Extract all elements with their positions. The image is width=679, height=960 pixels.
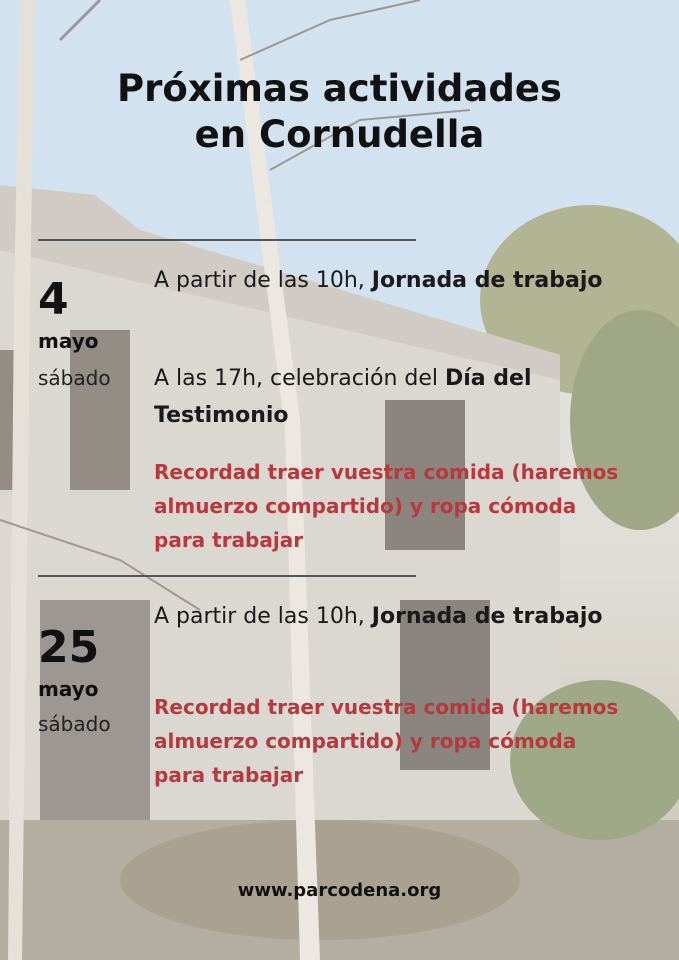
title-line-2: en Cornudella xyxy=(194,113,485,156)
event-2-month: mayo xyxy=(38,677,99,701)
activity-highlight: Jornada de trabajo xyxy=(371,604,603,629)
page-title xyxy=(0,66,679,158)
activity-prefix: A partir de las 10h, xyxy=(154,268,372,293)
event-2-weekday: sábado xyxy=(38,712,111,736)
event-2-note: Recordad traer vuestra comida (haremos almuerzo compartido) y ropa cómoda para trabajar xyxy=(154,695,619,787)
event-2-day: 25 xyxy=(38,622,100,673)
event-1-activity-2 xyxy=(154,360,604,434)
divider-1 xyxy=(38,239,416,241)
event-1-weekday: sábado xyxy=(38,366,111,390)
divider-2 xyxy=(38,575,416,577)
activity-highlight: Jornada de trabajo xyxy=(371,268,603,293)
activity-highlight: Día del Testimonio xyxy=(154,366,532,428)
event-1-month: mayo xyxy=(38,329,99,353)
website-link[interactable]: www.parcodena.org xyxy=(237,880,442,901)
event-1-note: Recordad traer vuestra comida (haremos almuerzo compartido) y ropa cómoda para trabajar xyxy=(154,460,619,552)
event-1-day: 4 xyxy=(38,274,69,325)
title-line-1: Próximas actividades xyxy=(117,67,562,110)
activity-prefix: A partir de las 10h, xyxy=(154,604,372,629)
event-2-activity-1 xyxy=(154,598,604,635)
activity-prefix: A las 17h, celebración del xyxy=(154,366,445,391)
event-1-activity-1 xyxy=(154,262,604,299)
